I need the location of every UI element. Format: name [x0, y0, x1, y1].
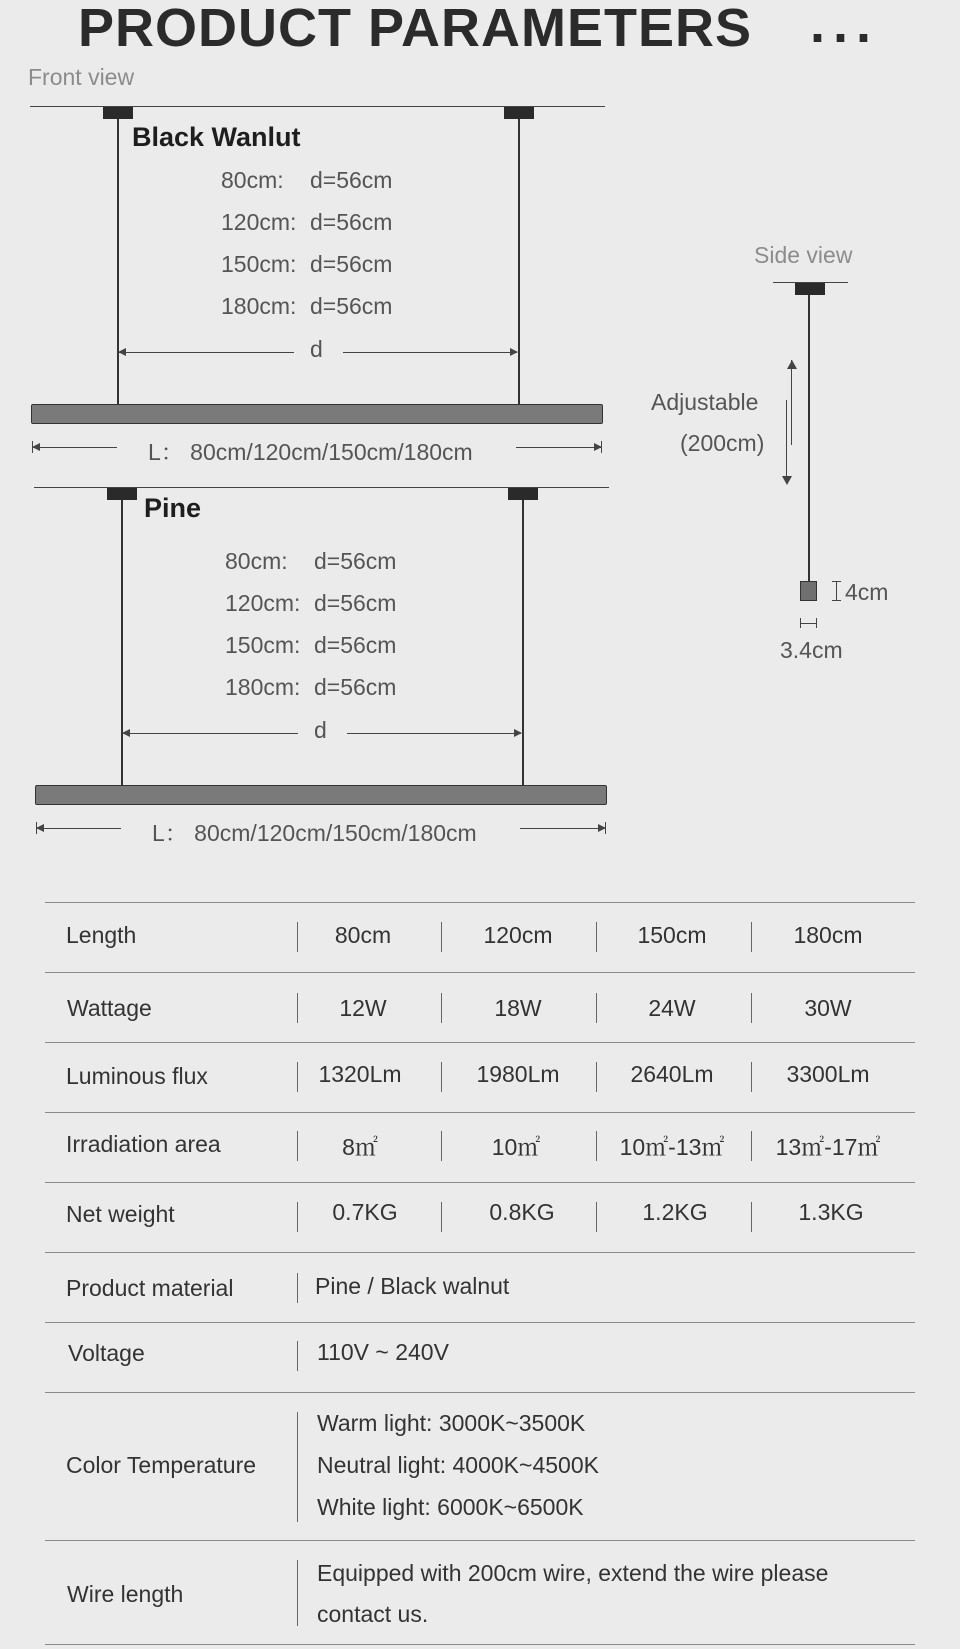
- cell-value: 150cm: [637, 922, 707, 948]
- length-arrow-left: [33, 447, 117, 448]
- width-tick-right: [816, 618, 817, 628]
- cell-value: 10㎡: [491, 1134, 541, 1160]
- length-tick-right: [605, 822, 606, 834]
- adjustable-length: (200cm): [680, 430, 765, 456]
- height-label: 4cm: [845, 579, 889, 605]
- cell-value: 0.7KG: [332, 1199, 398, 1225]
- cell-separator: [297, 1341, 298, 1371]
- height-tick-bottom: [832, 600, 841, 601]
- cell-separator: [441, 1062, 442, 1092]
- table-divider: [45, 1644, 915, 1645]
- cell-value: 110V ~ 240V: [317, 1339, 449, 1365]
- row-label: Wire length: [67, 1581, 184, 1607]
- suspension-wire-left: [121, 500, 123, 785]
- ceiling-mount-left: [103, 107, 133, 119]
- table-divider: [45, 902, 915, 903]
- cell-separator: [596, 1062, 597, 1092]
- table-divider: [45, 972, 915, 973]
- cell-value: 1.3KG: [798, 1199, 864, 1225]
- ceiling-mount-right: [508, 488, 538, 500]
- cell-value: 1980Lm: [476, 1061, 560, 1087]
- row-label: Wattage: [67, 995, 152, 1021]
- cell-value: 12W: [339, 995, 387, 1021]
- row-label: Length: [66, 922, 137, 948]
- cell-separator: [596, 1131, 597, 1161]
- cell-separator: [751, 922, 752, 952]
- table-divider: [45, 1540, 915, 1541]
- lamp-bar: [35, 785, 607, 805]
- ceiling-mount-right: [504, 107, 534, 119]
- front-view-label: Front view: [28, 64, 135, 90]
- cell-value: 180cm: [793, 922, 863, 948]
- d-label: d: [310, 336, 323, 362]
- cell-value: 18W: [494, 995, 542, 1021]
- lamp-bar: [31, 404, 603, 424]
- table-divider: [45, 1252, 915, 1253]
- d-arrow-right: [343, 352, 517, 353]
- cell-value-line: Equipped with 200cm wire, extend the wire please: [317, 1560, 829, 1586]
- cell-separator: [441, 1202, 442, 1232]
- cell-value: 80cm: [334, 922, 392, 948]
- row-label: Net weight: [66, 1201, 175, 1227]
- cell-value-line: Neutral light: 4000K~4500K: [317, 1452, 599, 1478]
- row-label: Voltage: [68, 1340, 145, 1366]
- ceiling-mount: [795, 283, 825, 295]
- ceiling-mount-left: [107, 488, 137, 500]
- variant-name: Black Wanlut: [132, 122, 301, 152]
- length-label: L： 80cm/120cm/150cm/180cm: [152, 820, 477, 846]
- cell-separator: [297, 1560, 298, 1626]
- suspension-wire: [808, 295, 810, 581]
- width-label: 3.4cm: [780, 637, 843, 663]
- length-arrow-right: [520, 828, 605, 829]
- width-dimension-line: [800, 623, 817, 624]
- cell-value: 120cm: [483, 922, 553, 948]
- cell-value: 3300Lm: [786, 1061, 870, 1087]
- d-arrow-right: [347, 733, 521, 734]
- cell-value: 13㎡-17㎡: [775, 1134, 881, 1160]
- row-label: Luminous flux: [66, 1063, 208, 1089]
- adjust-arrow-down: [786, 400, 787, 480]
- cell-value: 2640Lm: [630, 1061, 714, 1087]
- d-label: d: [314, 717, 327, 743]
- adjustable-label: Adjustable: [651, 389, 759, 415]
- cell-separator: [596, 993, 597, 1023]
- cell-value: 24W: [648, 995, 696, 1021]
- arrow-up-icon: [787, 360, 797, 369]
- row-label: Product material: [66, 1275, 234, 1301]
- variant-name: Pine: [144, 493, 202, 523]
- cell-value: 0.8KG: [489, 1199, 555, 1225]
- height-dimension-line: [836, 581, 837, 601]
- d-arrow-left: [119, 352, 294, 353]
- page-title: PRODUCT PARAMETERS: [78, 0, 753, 58]
- cell-value-line: Warm light: 3000K~3500K: [317, 1410, 586, 1436]
- cell-separator: [751, 993, 752, 1023]
- row-label: Color Temperature: [66, 1452, 257, 1478]
- cell-separator: [297, 1273, 298, 1303]
- cell-value: Pine / Black walnut: [315, 1273, 510, 1299]
- cell-separator: [596, 922, 597, 952]
- length-arrow-left: [37, 828, 121, 829]
- cell-value-line: contact us.: [317, 1601, 429, 1627]
- suspension-wire-right: [518, 119, 520, 404]
- table-divider: [45, 1112, 915, 1113]
- cell-separator: [751, 1202, 752, 1232]
- height-tick-top: [832, 581, 841, 582]
- cell-separator: [441, 993, 442, 1023]
- cell-value: 1320Lm: [318, 1061, 402, 1087]
- side-view-label: Side view: [754, 242, 853, 268]
- width-tick-left: [800, 618, 801, 628]
- cell-separator: [596, 1202, 597, 1232]
- cell-value: 8㎡: [342, 1134, 378, 1160]
- more-ellipsis: ...: [810, 0, 880, 54]
- table-divider: [45, 1042, 915, 1043]
- suspension-wire-left: [117, 119, 119, 404]
- cell-value: 1.2KG: [642, 1199, 708, 1225]
- cell-separator: [441, 922, 442, 952]
- lamp-end-profile: [800, 581, 817, 601]
- length-arrow-right: [516, 447, 601, 448]
- length-label: L： 80cm/120cm/150cm/180cm: [148, 439, 473, 465]
- cell-value: 30W: [804, 995, 852, 1021]
- adjust-arrow-up: [791, 360, 792, 445]
- arrow-down-icon: [782, 476, 792, 485]
- row-label: Irradiation area: [66, 1131, 221, 1157]
- table-divider: [45, 1322, 915, 1323]
- cell-separator: [441, 1131, 442, 1161]
- d-arrow-left: [123, 733, 298, 734]
- table-divider: [45, 1182, 915, 1183]
- table-divider: [45, 1392, 915, 1393]
- suspension-wire-right: [522, 500, 524, 785]
- length-tick-right: [601, 441, 602, 453]
- cell-value-line: White light: 6000K~6500K: [317, 1494, 584, 1520]
- cell-separator: [751, 1062, 752, 1092]
- cell-separator: [751, 1131, 752, 1161]
- cell-separator: [297, 1412, 298, 1522]
- cell-value: 10㎡-13㎡: [619, 1134, 725, 1160]
